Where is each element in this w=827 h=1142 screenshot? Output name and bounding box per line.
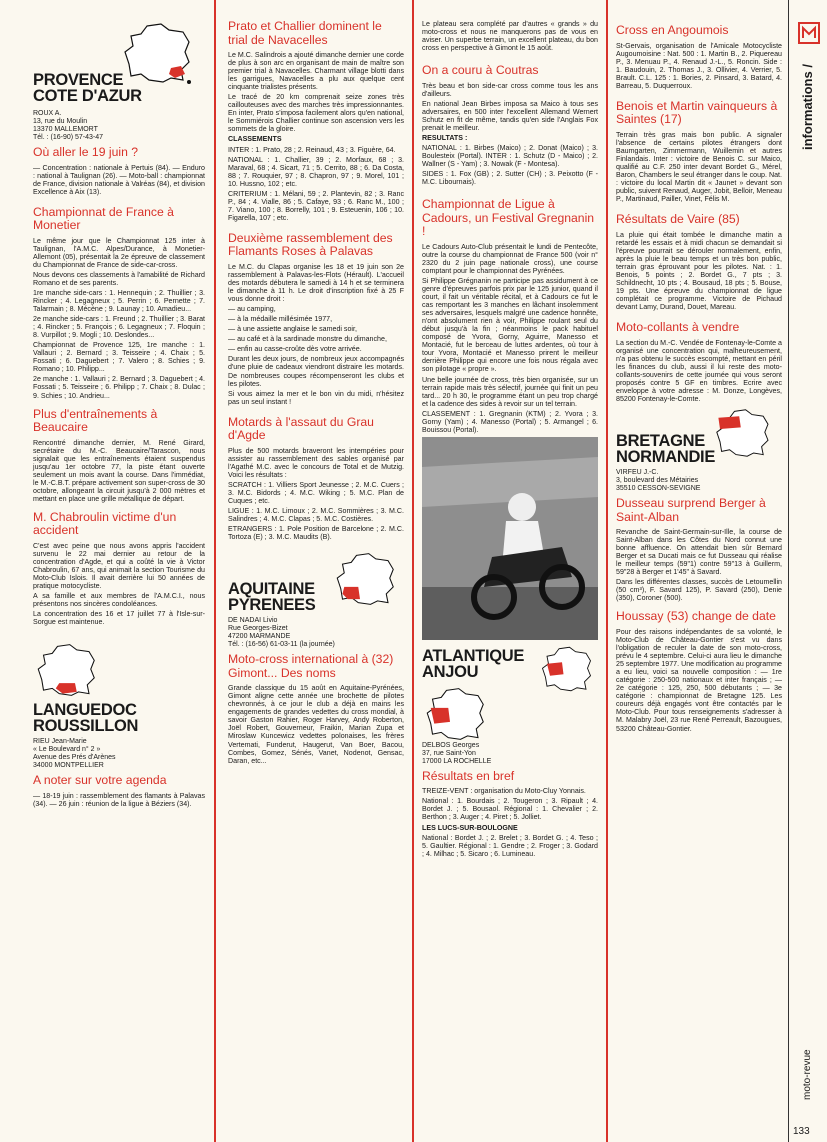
article-body: — au camping, <box>228 305 276 314</box>
article-body: LES LUCS-SUR-BOULOGNE <box>422 823 518 832</box>
article-body: C'est avec peine que nous avons appris l'accident survenu le 22 mai dernier au retour de la concentration d'Agde, et qui a coûté la vie à Victor Chabroulin, 67 ans, qui animait la section Tourisme du Moto-Club Islois. Il avait derrière lui 50 années de pratique motocycliste. <box>33 541 205 591</box>
article-body: Une belle journée de cross, très bien organisée, sur un terrain rapide mais très sélectif, journée qui finit un peu tard... 20 h 30, le programme étant un peu trop chargé et la cadence des sides à revoir sur un tel terrain. <box>422 375 598 408</box>
article-title: Prato et Challier dominent le trial de Navacelles <box>228 19 382 47</box>
article-title: A noter sur votre agenda <box>33 773 167 788</box>
region-line-1: ATLANTIQUE <box>422 646 525 665</box>
article-body: — à une assiette anglaise le samedi soir, <box>228 325 357 334</box>
article-title: Plus d'entraînements à Beaucaire <box>33 406 158 435</box>
article-body: Championnat de Provence 125, 1re manche : 1. Vallauri ; 2. Bernard ; 3. Teisseire ; 4. Chaix ; 5. Fossati ; 6. Daguebert ; 7. Valero ; 8. Schies ; 9. Romano ; 10. Philipp... <box>33 341 205 374</box>
article-body: Dans les différentes classes, succès de Letoumellin (50 cm³), F. Savard 125), P. Savard (250), Denie (350), Coroner (500). <box>616 578 782 603</box>
contact-city: 47200 MARMANDE <box>228 633 291 641</box>
contact-address: 3, boulevard des Métairies <box>616 477 699 485</box>
article-body: La section du M.-C. Vendée de Fontenay-le-Comte a organisé une concentration qui, malheureusement, n'a pas obtenu le succès escompté, mettant en péril les finances du club, aussi il lui reste des moto-collants-souvenirs de cette journée qui vous seront proposés contre 5 GF en timbres. Ecrire avec enveloppe à votre adresse : M. Donze, Longèves, 85200 Fontenay-le-Comte. <box>616 338 783 403</box>
article-body: — enfin au casse-croûte dès votre arrivée. <box>228 345 362 354</box>
contact-name: DELBOS Georges <box>422 741 480 749</box>
contact-address: Rue Georges-Bizet <box>228 625 288 633</box>
article-title: On a couru à Coutras <box>422 63 539 78</box>
article-title: Cross en Angoumois <box>616 23 729 37</box>
article-body: CRITERIUM : 1. Mélani, 59 ; 2. Plantevin, 82 ; 3. Ranc P., 84 ; 4. Vialle, 86 ; 5. Cafaye, 93 ; 6. Ranc M., 100 ; 7. Viano, 100 ; 8. Borrelly, 101 ; 9. Esteuenin, 106 ; 10. Figarella, 107 ; etc. <box>228 189 404 222</box>
article-body: Terrain très gras mais bon public. A signaler l'absence de certains pilotes étrangers dont Baumgarten, Zimmermann, Wuillemin et autres Finlandais. Inter : victoire de Benois C. sur Maico, qualifié au C.F. 250 inter devant Bordet G., Mérel, Baron, Chambers le seul étranger dans le coup. Nat. : victoire du local Martin dit « Jaunet » devant son public, suivent Renaud, Auger, Jobit, Belloir, Meneau P., Martinaud, Pailler, Vinet, Félis M. <box>616 130 782 204</box>
contact-name: RIEU Jean-Marie <box>33 738 87 746</box>
article-body: TREIZE-VENT : organisation du Moto-Cluy Yonnais. <box>422 787 586 796</box>
section-label: informations / <box>800 64 815 150</box>
article-body: Pour des raisons indépendantes de sa volonté, le Moto-Club de Château-Gontier s'est vu dans l'obligation de reculer la date de son moto-cross, prévu le 4 septembre. Celui-ci aura lieu le dimanche 25 septembre 1977. Une modification au programme a eu lieu, voici sa nouvelle composition : — 1re catégorie : 250-500 nationaux et inter français ; — 2e catégorie : 125, 250, 500 débutants ; — 3e catégorie : championnat de Bretagne 125. Les coureurs déjà engagés vont être contactés par le Moto-Club. Pour tous renseignements s'adresser à M. Malabry Joël, 23 rue René Perreault, Bazougues, 53200 Château-Gontier. <box>616 627 783 733</box>
contact-address: Avenue des Prés d'Arènes <box>33 754 116 762</box>
article-body: A sa famille et aux membres de l'A.M.C.I., nous présentons nos sincères condoléances. <box>33 592 205 609</box>
contact-city: 13370 MALLEMORT <box>33 126 98 133</box>
region-line-2: PYRENEES <box>228 596 316 615</box>
article-title: Benois et Martin vainqueurs à Saintes (17) <box>616 98 778 127</box>
article-body: SCRATCH : 1. Villiers Sport Jeunesse ; 2. M.C. Cuers ; 3. M.C. Bidords ; 4. M.C. Wiking ; 5. M.C. Plan de Cuques ; etc. <box>228 480 404 505</box>
column-rule-1 <box>214 0 216 1142</box>
contact-city: 35510 CESSON-SEVIGNE <box>616 485 701 493</box>
moto-logo-icon <box>798 22 820 44</box>
article-body: Le M.C. Salindrois a ajouté dimanche dernier une corde de plus à son arc en organisant de main de maître son premier trial à Navacelles. Charmant village blotti dans les garrigues, Navacelles a plu aux quelque cent cinquante trialistes présents. <box>228 51 404 92</box>
article-body: Très beau et bon side-car cross comme tous les ans d'ailleurs. <box>422 81 598 98</box>
france-map-icon <box>422 686 492 742</box>
region-line-2: ROUSSILLON <box>33 717 139 736</box>
article-title: M. Chabroulin victime d'un accident <box>33 509 177 538</box>
region-header-languedoc <box>33 702 205 734</box>
article-title: Houssay (53) change de date <box>616 609 776 624</box>
article-body: — 18-19 juin : rassemblement des flamants à Palavas (34). — 26 juin : réunion de la ligue à Béziers (34). <box>33 791 205 808</box>
article-body: Le tracé de 20 km comprenait seize zones très caillouteuses avec des marches très impressionnantes. En inter, Prato s'imposa facilement alors qu'en national, le Sommiérois Challier continue son ascension vers les sommets de la gloire. <box>228 93 404 134</box>
article-title: Motards à l'assaut du Grau d'Agde <box>228 414 374 443</box>
contact-phone: Tél. : (16-90) 57-43-47 <box>33 134 104 141</box>
article-body: Plus de 500 motards braveront les intempéries pour assister au rassemblement des sables organisé par l'Agathé M.C. avec le concours de Total et de Mutzig. Voici les résultats : <box>228 446 404 479</box>
region-line-2: COTE D'AZUR <box>33 87 142 105</box>
article-body: CLASSEMENT : 1. Gregnanin (KTM) ; 2. Yvora ; 3. Gorny (Yam) ; 4. Manesso (Portal) ; 5. Armangel ; 6. Bouissou (Portal). <box>422 409 598 434</box>
motocross-photo <box>422 437 598 640</box>
article-body: LIGUE : 1. M.C. Limoux ; 2. M.C. Sommières ; 3. M.C. Salindres ; 4. M.C. Clapas ; 5. M.C. Costières. <box>228 507 404 524</box>
page-sidebar <box>790 0 827 1142</box>
article-title: Deuxième rassemblement des Flamants Roses à Palavas <box>228 230 393 259</box>
contact-name: ROUX A. <box>33 110 62 117</box>
article-body: RESULTATS : <box>422 133 468 142</box>
article-body: Nous devons ces classements à l'amabilité de Richard Romano et de ses parents. <box>33 270 205 287</box>
article-body: La concentration des 16 et 17 juillet 77 à l'Isle-sur-Sorgue est maintenue. <box>33 610 205 627</box>
page-number: 133 <box>793 1126 810 1137</box>
column-4 <box>616 0 782 735</box>
contact-address: « Le Boulevard n° 2 » <box>33 746 101 754</box>
article-body: NATIONAL : 1. Birbes (Maico) ; 2. Donat (Maico) ; 3. Boulesteix (Portal). INTER : 1. Schutz (D - Maico) ; 2. Wallner (S - Yam) ; 3. Nowak (F - Montesa). <box>422 144 598 169</box>
contact-block <box>33 738 205 770</box>
article-title: Moto-collants à vendre <box>616 320 740 335</box>
article-title: Championnat de Ligue à Cadours, un Festival Gregnanin ! <box>422 197 595 239</box>
article-body: Le M.C. du Clapas organise les 18 et 19 juin son 2e rassemblement à Palavas-les-Flots (Hérault). L'accueil des motards débutera le samedi à 14 h et se terminera le dimanche à 11 h. Le droit d'inscription fixé à 25 F vous donne droit : <box>228 262 404 304</box>
article-body: ETRANGERS : 1. Pole Position de Barcelone ; 2. M.C. Tortoza (E) ; 3. M.C. Maudits (B). <box>228 525 404 542</box>
contact-address: 37, rue Saint-Yon <box>422 749 476 757</box>
column-rule-4 <box>788 0 789 1142</box>
article-title: Championnat de France à Monetier <box>33 204 174 233</box>
region-line-2: ANJOU <box>422 662 479 681</box>
article-title: Dusseau surprend Berger à Saint-Alban <box>616 496 766 524</box>
contact-address: 13, rue du Moulin <box>33 118 88 125</box>
france-map-icon <box>33 640 103 700</box>
region-line-1: AQUITAINE <box>228 580 315 599</box>
article-body: — Concentration : nationale à Pertuis (84). — Enduro : national à Taulignan (26). — Moto-ball : championnat de France, division nationale à Valréas (84), et division Excellence à Aix (13). <box>33 163 205 196</box>
brand-label: moto-revue <box>802 1049 813 1100</box>
article-body: Revanche de Saint-Germain-sur-Ille, la course de Saint-Alban dans les Côtes du Nord connut une bonne affluence. On attendait bien sûr Bernard Berger et sa Ducati mais ce fut Dusseau qui réalise le meilleur temps (59"1) contre 59"13 à Guillerm, 59"28 à Berger et 1'45" à Savard. <box>616 528 782 577</box>
contact-block <box>228 617 404 649</box>
column-rule-3 <box>606 0 608 1142</box>
column-3 <box>422 0 598 860</box>
contact-city: 34000 MONTPELLIER <box>33 762 104 770</box>
column-2 <box>228 0 404 767</box>
article-body: SIDES : 1. Fox (GB) ; 2. Sutter (CH) ; 3. Peixotto (F - M.C. Libournais). <box>422 170 598 187</box>
article-body: St-Gervais, organisation de l'Amicale Motocycliste Augoumoisine : Nat. 500 : 1. Martin B., 2. Piquereau P., 3. Menuau P., 4. Renaud J.-L., 5. Roncin. Side : 1. Baudouin, 2. Thomas J., 3. Ollivier, 4. Verrier, 5. Brault. C.L. 125 : 1. Bories, 2. Pinsard, 3. Batard, 4. Barreau, 5. Duquerroux. <box>616 41 782 90</box>
article-body: Si vous aimez la mer et le bon vin du midi, n'hésitez pas un seul instant ! <box>228 389 404 406</box>
region-line-1: LANGUEDOC <box>33 701 137 720</box>
article-body: National : 1. Bourdais ; 2. Tougeron ; 3. Ripault ; 4. Bordet J. ; 5. Bousaol. Régional : 1. Chevalier ; 2. Berthon ; 3. Auger ; 4. Piret ; 5. Jolliet. <box>422 797 598 822</box>
contact-block <box>616 469 782 493</box>
article-body: En national Jean Birbes imposa sa Maico à tous ses adversaires, en 500 inter l'excellent Allemand Wernert Schutz en fit de même, tandis qu'en side l'Anglais Fox prenait le meilleur. <box>422 99 598 132</box>
article-body: Le plateau sera complété par d'autres « grands » du moto-cross et nous ne manquerons pas de vous en aviser. Un superbe terrain, un excellent plateau, du bon cross en perspective à Gimont le 15 août. <box>422 20 598 53</box>
rider-illustration <box>422 437 598 640</box>
contact-name: DE NADAI Livio <box>228 617 278 625</box>
article-body: Le même jour que le Championnat 125 inter à Taulignan, l'A.M.C. Alpes/Durance, à Monetier-Allemont (05), présentait la 2e épreuve de classement du Championnat de France de side-car-cross. <box>33 236 205 269</box>
region-line-1: PROVENCE <box>33 71 124 89</box>
region-line-2: NORMANDIE <box>616 448 716 467</box>
article-body: — au café et à la sardinade monstre du dimanche, <box>228 335 387 344</box>
article-body: La pluie qui était tombée le dimanche matin a retardé les essais et à midi chacun se demandait si l'épreuve pourrait se dérouler normalement, enfin, après la pluie le beau temps et un très bon public, terrain gras éprouvant pour les pilotes. Nat. : 1. Benois, 5 points ; 2. Bordet G., 7 pts ; 3. Schildnecht, 10 pts ; 4. Bousaud, 18 pts ; 5. Bouse, 19 pts. Une épreuve du championnat de ligue complétait ce programme. Victoire de Pichaud devant Lamy, Durand, Douet, Mareau. <box>616 230 782 312</box>
article-body: CLASSEMENTS <box>228 135 282 144</box>
article-body: — à la médaille millésimée 1977, <box>228 315 333 324</box>
article-body: NATIONAL : 1. Challier, 39 ; 2. Morfaux, 68 ; 3. Maraval, 68 ; 4. Sicart, 71 ; 5. Cerrito, 88 ; 6. Da Costa, 88 ; 7. Rouquier, 97 ; 8. Chapron, 97 ; 9. Morel, 101 ; 10. Hussno, 102 ; etc. <box>228 155 404 188</box>
article-title: Moto-cross international à (32) Gimont... Des noms <box>228 652 394 680</box>
article-title: Résultats de Vaire (85) <box>616 212 740 227</box>
article-body: Si Philippe Grégnanin ne participe pas assidument à ce genre d'épreuves parfois prix par le 125 junior, quand il court, il fait un véritable récital, et à Cadours ce fut le cas remportant les 3 manches en lâchant insolemment ses adversaires, lesquels malgré une cadence honnête, n'ont absolument rien à voir, Philippe roulant seul du début jusqu'à la fin ; néanmoins le pack habituel composé de Yvora, Gorny, Aguirre, Manesso et Montacié, fut le berceau de luttes ardentes, où tour à tour Yvora, Montacié et Manesso prirent le meilleur derrière Philippe qui encore une fois nous régala avec son pilotage « propre ». <box>422 276 598 374</box>
article-body: Rencontré dimanche dernier, M. René Girard, secrétaire du M.-C. Beaucaire/Tarascon, nous signalait que les entraînements étaient suspendus jusqu'au 1er octobre 77, la piste étant ouverte seulement un mois avant la course. Dans l'immédiat, le M.-C.B.T. prépare activement son super-cross de 30 octobre, allongeant la circuit jusqu'à 2 000 mètres et mettant en place une grille métallique de départ. <box>33 438 205 503</box>
article-body: 2e manche : 1. Vallauri ; 2. Bernard ; 3. Daguebert ; 4. Fossati ; 5. Teisseire ; 6. Philipp ; 7. Chaix ; 8. Dulac ; 9. Schies ; 10. Andrieu... <box>33 375 205 400</box>
article-body: 2e manche side-cars : 1. Freund ; 2. Thuillier ; 3. Barat ; 4. Rincker ; 5. François ; 6. Legagneux ; 7. Floquin ; 8. Vurpillot ; 9. Mogli ; 10. Deslondes... <box>33 315 205 340</box>
column-rule-2 <box>412 0 414 1142</box>
article-title: Résultats en bref <box>422 768 515 783</box>
column-1 <box>33 0 205 810</box>
contact-name: VIRFEU J.-C. <box>616 469 659 477</box>
article-title: Où aller le 19 juin ? <box>33 145 139 159</box>
article-body: Le Cadours Auto-Club présentait le lundi de Pentecôte, outre la course du championnat de France 500 (voir n° 2320 du 2 juin page nationale cross), une course comptant pour le championnat des Pyrénées. <box>422 242 598 275</box>
contact-phone: Tél. : (16-56) 61-03-11 (la journée) <box>228 641 335 649</box>
article-body: Durant les deux jours, de nombreux jeux accompagnés d'une pluie de cadeaux viendront distraire les motards. De nombreuses coupes récompenseront les clubs et les pilotes. <box>228 355 404 388</box>
article-body: National : Bordet J. ; 2. Brelet ; 3. Bordet G. ; 4. Teso ; 5. Gaultier. Régional : 1. Gendre ; 2. Froger ; 3. Godard ; 4. Milhac ; 5. Sicaro ; 6. Lumineau. <box>422 833 598 858</box>
contact-city: 17000 LA ROCHELLE <box>422 757 492 765</box>
article-body: Grande classique du 15 août en Aquitaine-Pyrénées, Gimont aligne cette année une brochette de pilotes chevronnés, à ce jour le club a déjà en mains les engagements de grandes vedettes du cross mondial, à savoir Gaston Rahier, Roger Harvey, Andy Roberton, Joël Robert, Gouverneur, Fraikin, Marian Zupa et Miroslaw Kuncewicz vedettes polonaises, les frères Vertemati, Funderut, Haugerut, Van Boer, Bacou, Combes, Gomez, Sénés, Vanet, Nodenot, Gensac, Daran, etc... <box>228 684 404 765</box>
contact-block <box>422 742 598 766</box>
article-body: 1re manche side-cars : 1. Hennequin ; 2. Thuillier ; 3. Rincker ; 4. Legagneux ; 5. Perrin ; 6. Pernette ; 7. Talarmain ; 8. Mécène ; 9. Launay ; 10. Amadieu... <box>33 288 205 314</box>
article-body: INTER : 1. Prato, 28 ; 2. Reinaud, 43 ; 3. Figuère, 64. <box>228 145 396 154</box>
region-line-1: BRETAGNE <box>616 432 705 451</box>
contact-block <box>33 110 205 142</box>
